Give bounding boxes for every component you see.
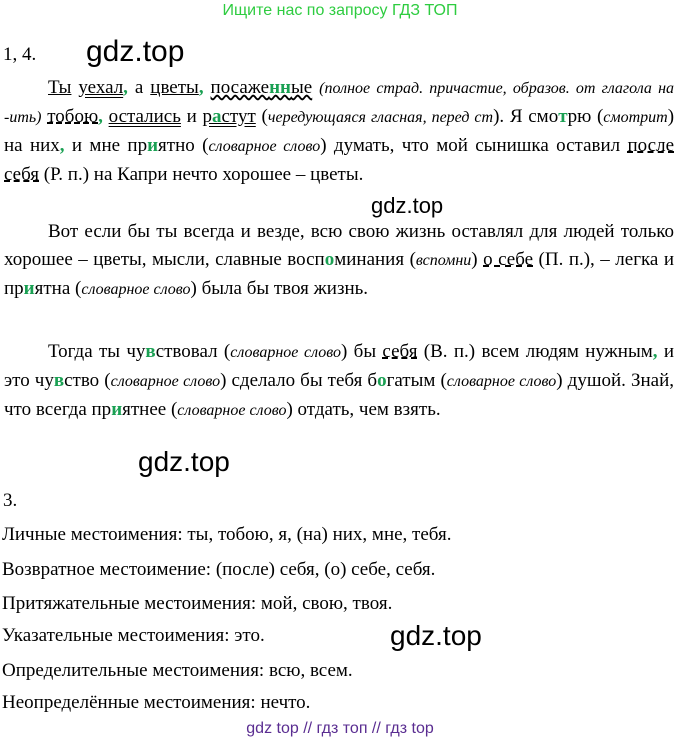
comment: словарное слово (208, 138, 321, 155)
section-number-3: 3. (3, 490, 18, 511)
comment: вспомни (415, 252, 472, 269)
paragraph-3 (4, 338, 674, 425)
text: посаже (210, 77, 270, 98)
paragraph-2 (4, 218, 674, 304)
punct-mark: , (98, 106, 103, 127)
highlight-letter: о (377, 370, 387, 391)
word: остались (108, 106, 181, 127)
text: ствовал ( (155, 341, 231, 362)
text: ) сделало бы тебя б (220, 370, 378, 391)
text: (П. п.), – легка и пр (4, 249, 675, 299)
text: и мне пр (64, 135, 148, 156)
text: ) была бы твоя жизнь. (190, 278, 369, 299)
comment: чередующаяся гласная, перед ст (267, 109, 494, 126)
comment: словарное слово (81, 281, 191, 298)
watermark: gdz.top (390, 620, 482, 651)
highlight-letter: т (558, 106, 568, 127)
punct-mark: , (652, 341, 658, 362)
comment: смотрит (603, 109, 668, 126)
text: гатым ( (386, 370, 447, 391)
highlight-letter: в (53, 370, 65, 391)
comment: (полное страд. причастие, образов. от глагола на -ить) (4, 80, 675, 126)
text: минания ( (334, 249, 416, 270)
text: ) отдать, чем взять. (286, 399, 441, 420)
text: ство ( (64, 370, 111, 391)
section-number-1-4: 1, 4. (3, 44, 37, 65)
text: ятнее ( (122, 399, 178, 420)
highlight-letter: и (111, 399, 123, 420)
watermark: gdz.top (371, 193, 444, 218)
comment: словарное слово (230, 344, 341, 361)
word: тобою (47, 106, 99, 127)
comment: словарное слово (446, 373, 557, 390)
comment: словарное слово (110, 373, 221, 390)
comment: словарное слово (177, 402, 287, 419)
watermark: gdz.top (86, 35, 185, 68)
text: ) бы (340, 341, 383, 362)
text: ые (291, 77, 313, 98)
text: ) думать, что мой сынишка оставил (320, 135, 628, 156)
word: после себя (4, 135, 675, 185)
word: о себе (483, 249, 534, 270)
answer-attributive-pronouns: Определительные местоимения: всю, всем. (2, 660, 353, 681)
text: ) на них (4, 106, 675, 156)
text: и (180, 106, 203, 127)
word: уехал (78, 77, 124, 98)
text: рю ( (567, 106, 604, 127)
text: Тогда ты чу (48, 341, 146, 362)
watermark: gdz.top (138, 446, 230, 477)
top-banner: Ищите нас по запросу ГДЗ ТОП (222, 2, 458, 19)
word (211, 77, 313, 98)
footer-links: gdz top // гдз топ // гдз top (246, 720, 434, 737)
text: а (127, 77, 151, 98)
highlight-letter: нн (269, 77, 291, 98)
answer-reflexive-pronoun: Возвратное местоимение: (после) себя, (о) себе, себя. (2, 559, 436, 580)
text (204, 77, 211, 98)
word: себя (382, 341, 418, 362)
text: ятно ( (158, 135, 209, 156)
punct-mark: , (123, 77, 128, 98)
answer-personal-pronouns: Личные местоимения: ты, тобою, я, (на) них, мне, тебя. (2, 524, 452, 545)
highlight-letter: и (147, 135, 159, 156)
word: цветы (150, 77, 199, 98)
answer-demonstrative-pronouns: Указательные местоимения: это. (2, 625, 265, 646)
text: стут (221, 106, 256, 127)
punct-mark: , (59, 135, 65, 156)
text: р (202, 106, 212, 127)
highlight-letter: в (145, 341, 156, 362)
punct-mark: , (198, 77, 204, 98)
text: и это чу (4, 341, 675, 391)
text: ( (255, 106, 268, 127)
text: ) душой. Знай, что всегда пр (4, 370, 675, 420)
paragraph-1 (4, 74, 674, 189)
highlight-letter: о (324, 249, 335, 270)
answer-indefinite-pronouns: Неопределённые местоимения: нечто. (2, 692, 311, 713)
text: Вот если бы ты всегда и везде, всю свою жизнь оставлял для людей только хорошее – цветы, мысли, славные восп (4, 221, 674, 270)
text: ). Я смо (493, 106, 559, 127)
answer-possessive-pronouns: Притяжательные местоимения: мой, свою, твоя. (2, 593, 393, 614)
text: ятна ( (34, 278, 82, 299)
word: Ты (48, 77, 72, 98)
highlight-letter: а (211, 106, 222, 127)
text: (Р. п.) на Капри нечто хорошее – цветы. (39, 164, 364, 185)
highlight-letter: и (23, 278, 35, 299)
text: ) (471, 249, 484, 270)
text: (В. п.) всем людям нужным (417, 341, 653, 362)
word (202, 106, 255, 127)
